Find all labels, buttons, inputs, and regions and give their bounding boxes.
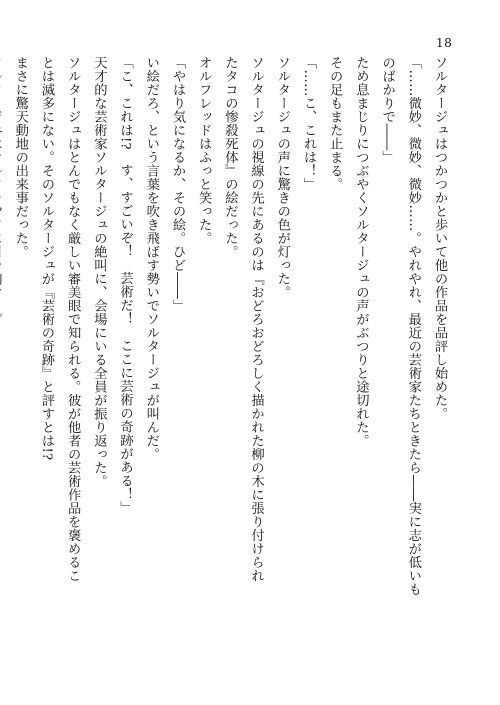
text-line: まさに驚天動地の出来事だった。 [12,56,28,259]
page-number: 18 [436,36,453,50]
novel-text-body [0,56,452,676]
text-line: ソルタージュはとんでもなく厳しい審美眼で知られる。彼が他者の芸術作品を褒めるこ [65,56,81,583]
text-line: のばかりで――」 [379,56,395,164]
text-line: オルフレッドはふっと笑った。 [196,56,212,245]
text-line: 「こ、これは!? す、すごいぞ！ 芸術だ！ ここに芸術の奇跡がある！」 [117,56,133,515]
text-line: ソルタージュの視線の先にあるのは『おどろおどろしく描かれた柳の木に張り付けられ [248,56,264,583]
text-line: その足もまた止まる。 [327,56,343,191]
text-line: 「……微妙、微妙、微妙……。やれやれ、最近の芸術家たちときたら――実に志が低いも [405,56,421,596]
text-line: 「……こ、これは！」 [300,56,316,191]
text-line [0,56,7,676]
text-line: ソルタージュの声に驚きの色が灯った。 [274,56,290,299]
text-line: 天才的な芸術家ソルタージュの絶叫に、会場にいる全員が振り返った。 [91,56,107,488]
text-line: ソルタージュはつかつかと歩いて他の作品を品評し始めた。 [432,56,447,421]
text-line: とは滅多にない。そのソルタージュが『芸術の奇跡』と評すとは!? [38,56,54,461]
text-line: ため息まじりにつぶやくソルタージュの声がぶつりと途切れた。 [353,56,369,448]
text-line: たタコの惨殺死体』の絵だった。 [222,56,238,259]
text-line: 「やはり気になるか、その絵。ひど――」 [169,56,185,313]
text-line: い絵だろ、という言葉を吹き飛ばす勢いでソルタージュが叫んだ。 [143,56,159,461]
